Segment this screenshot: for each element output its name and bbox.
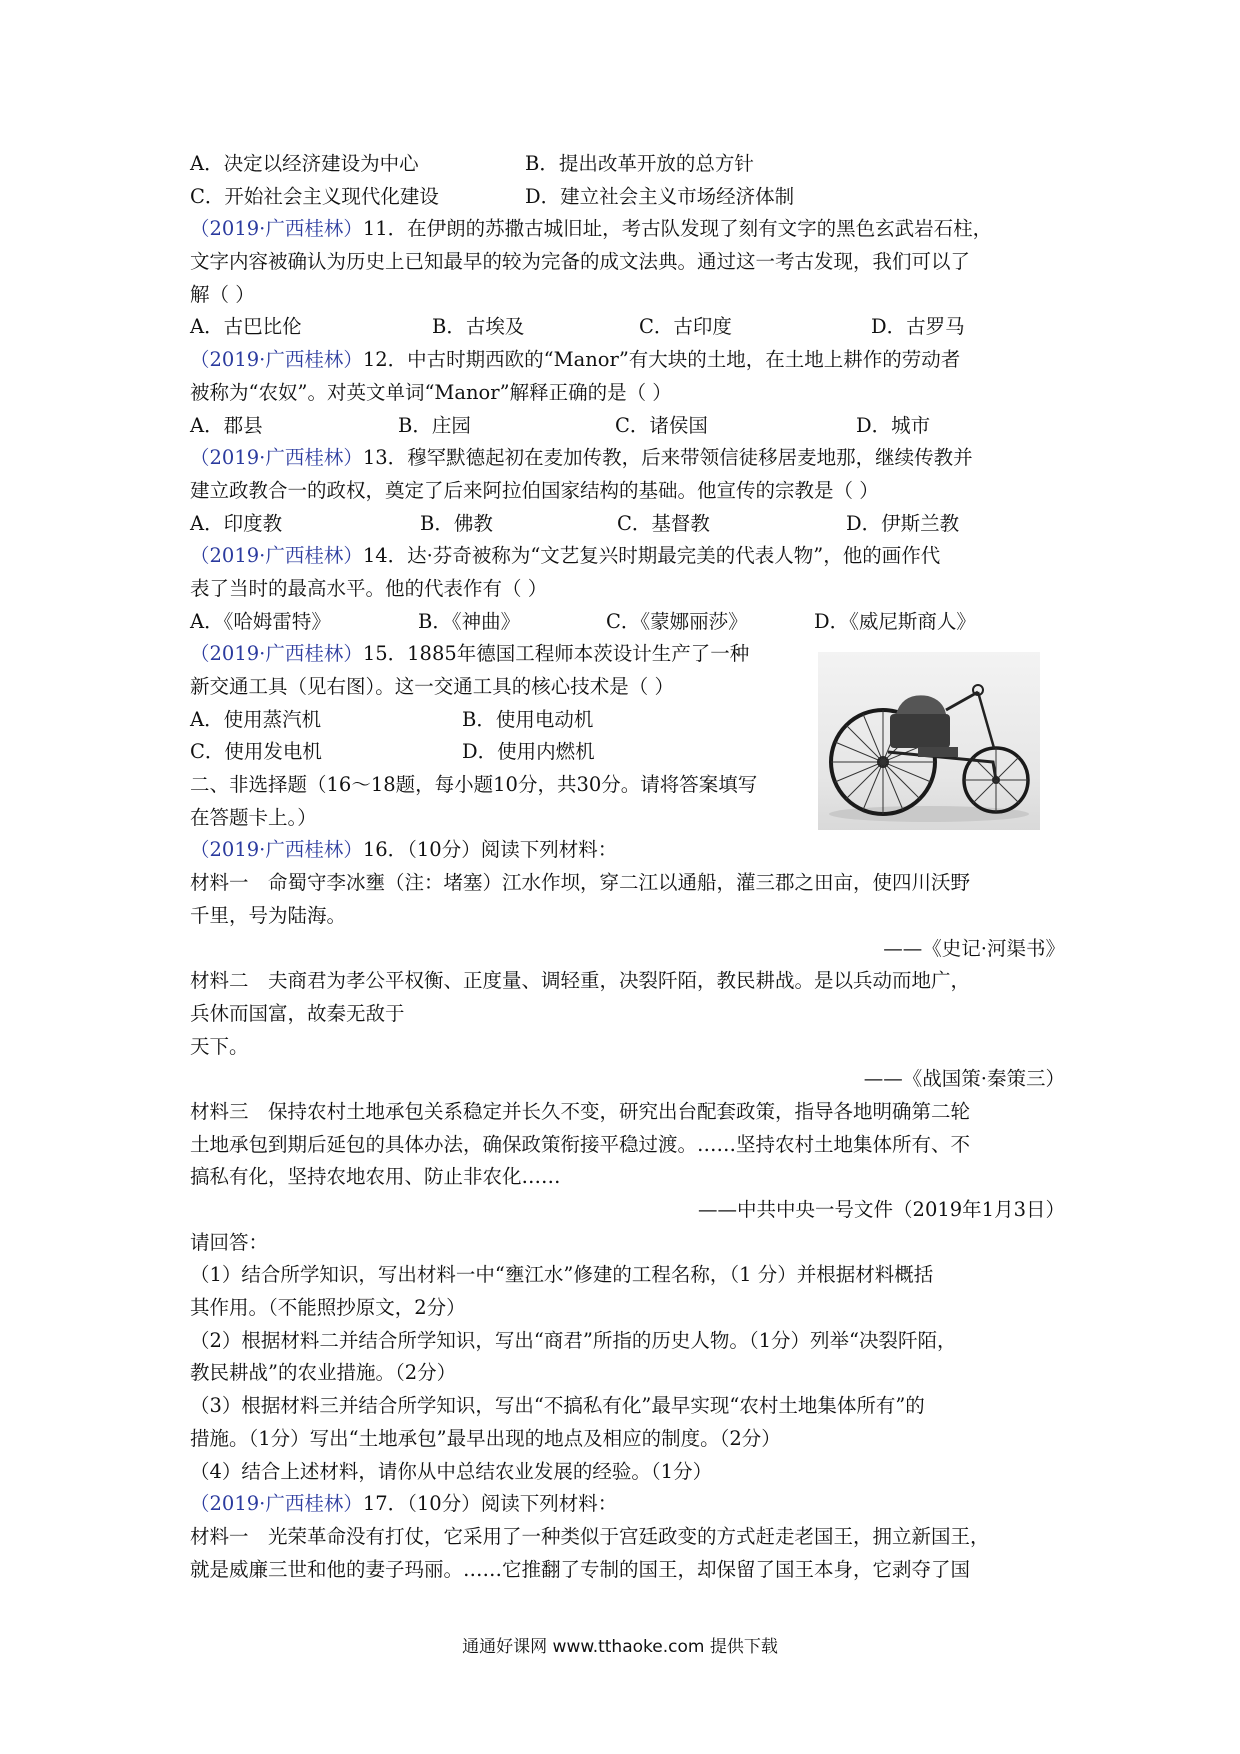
q11-option-b: B．古埃及: [432, 315, 525, 339]
q16-header-text: 16．（10分）阅读下列材料：: [362, 838, 618, 862]
q16-material2-line-1: 材料二 夫商君为孝公平权衡、正度量、调轻重，决裂阡陌，教民耕战。是以兵动而地广，: [190, 969, 971, 993]
q16-material3-line-3: 搞私有化，坚持农地农用、防止非农化……: [190, 1165, 561, 1189]
q16-header: [190, 834, 1065, 867]
q14-source: （2019·广西桂林）: [190, 544, 363, 568]
chassis: [888, 685, 996, 780]
q11-source: （2019·广西桂林）: [190, 217, 363, 241]
q14-text-1: 14．达·芬奇被称为“文艺复兴时期最完美的代表人物”，他的画作代: [362, 544, 941, 568]
benz-motorwagen-image: [818, 652, 1040, 830]
q15-option-b: B．使用电动机: [462, 707, 594, 731]
q14-line-2: 表了当时的最高水平。他的代表作有（ ）: [190, 576, 548, 600]
q16-material2-line-3: 天下。: [190, 1034, 249, 1058]
q16-sub1-line-2: 其作用。（不能照抄原文，2分）: [190, 1296, 466, 1320]
q11-line-3: 解（ ）: [190, 282, 255, 306]
q12-text-1: 12．中古时期西欧的“Manor”有大块的土地，在土地上耕作的劳动者: [362, 348, 961, 372]
q17-source: （2019·广西桂林）: [190, 1492, 363, 1516]
q16-sub1-line-1: （1）结合所学知识，写出材料一中“壅江水”修建的工程名称，（1 分）并根据材料概括: [190, 1263, 934, 1287]
q14-line-1: [190, 540, 1065, 573]
q11-line-1: [190, 213, 1065, 246]
q13-line-2: 建立政教合一的政权，奠定了后来阿拉伯国家结构的基础。他宣传的宗教是（ ）: [190, 478, 879, 502]
q11-option-d: D．古罗马: [871, 315, 965, 339]
q16-source: （2019·广西桂林）: [190, 838, 363, 862]
q10-options-row-2: [190, 181, 1065, 214]
q14-option-b: B．《神曲》: [418, 609, 521, 633]
q16-material3-line-1: 材料三 保持农村土地承包关系稳定并长久不变，研究出台配套政策，指导各地明确第二轮: [190, 1099, 971, 1123]
section2-line-2: 在答题卡上。）: [190, 805, 317, 829]
q13-line-1: [190, 442, 1065, 475]
q12-option-d: D．城市: [856, 413, 931, 437]
q13-source: （2019·广西桂林）: [190, 446, 363, 470]
section2-line-1: 二、非选择题（16～18题，每小题10分，共30分。请将答案填写: [190, 773, 758, 797]
q13-options: [190, 508, 1065, 541]
q16-sub2-line-2: 教民耕战”的农业措施。（2分）: [190, 1361, 457, 1385]
q15-source: （2019·广西桂林）: [190, 642, 363, 666]
q11-text-1: 11．在伊朗的苏撒古城旧址，考古队发现了刻有文字的黑色玄武岩石柱，: [362, 217, 993, 241]
q12-line-1: [190, 344, 1065, 377]
q11-line-2: 文字内容被确认为历史上已知最早的较为完备的成文法典。通过这一考古发现，我们可以了: [190, 250, 971, 274]
q13-option-a: A．印度教: [190, 511, 283, 535]
q16-material1-line-2: 千里，号为陆海。: [190, 903, 347, 927]
q15-text-1: 15．1885年德国工程师本茨设计生产了一种: [362, 642, 750, 666]
q15-option-c: C．使用发电机: [190, 740, 322, 764]
q14-options: [190, 606, 1065, 639]
q16-material2-citation: ——《战国策·秦策三）: [863, 1067, 1065, 1091]
q12-source: （2019·广西桂林）: [190, 348, 363, 372]
q12-option-b: B．庄园: [398, 413, 471, 437]
q10-option-d: D．建立社会主义市场经济体制: [525, 184, 795, 208]
q12-options: [190, 410, 1065, 443]
q16-sub3-line-2: 措施。（1分）写出“土地承包”最早出现的地点及相应的制度。（2分）: [190, 1426, 781, 1450]
q17-header-text: 17．（10分）阅读下列材料：: [362, 1492, 618, 1516]
q11-option-a: A．古巴比伦: [190, 315, 302, 339]
q16-material1-line-1: 材料一 命蜀守李冰壅（注：堵塞）江水作坝，穿二江以通船，灌三郡之田亩，使四川沃野: [190, 871, 971, 895]
q13-option-b: B．佛教: [420, 511, 493, 535]
q16-sub2-line-1: （2）根据材料二并结合所学知识，写出“商君”所指的历史人物。（1分）列举“决裂阡陌，: [190, 1328, 957, 1352]
q14-option-c: C．《蒙娜丽莎》: [606, 609, 748, 633]
q14-option-a: A．《哈姆雷特》: [190, 609, 331, 633]
q15-option-d: D．使用内燃机: [462, 740, 595, 764]
q10-option-b: B．提出改革开放的总方针: [525, 152, 754, 175]
q14-option-d: D．《威尼斯商人》: [814, 609, 976, 633]
q16-material3-line-2: 土地承包到期后延包的具体办法，确保政策衔接平稳过渡。……坚持农村土地集体所有、不: [190, 1132, 971, 1156]
q12-line-2: 被称为“农奴”。对英文单词“Manor”解释正确的是（ ）: [190, 380, 672, 404]
q13-option-d: D．伊斯兰教: [846, 511, 960, 535]
q12-option-a: A．郡县: [190, 413, 263, 437]
q10-option-a: A．决定以经济建设为中心: [190, 152, 419, 175]
q13-option-c: C．基督教: [617, 511, 710, 535]
q17-header: [190, 1488, 1065, 1521]
document-body: [190, 148, 1065, 1586]
q15-option-a: A．使用蒸汽机: [190, 707, 322, 731]
q16-sub4-line-1: （4）结合上述材料，请你从中总结农业发展的经验。（1分）: [190, 1459, 713, 1483]
q11-options: [190, 311, 1065, 344]
q16-material3-citation: ——中共中央一号文件（2019年1月3日）: [698, 1198, 1065, 1221]
q11-option-c: C．古印度: [639, 315, 732, 339]
q17-material1-line-1: 材料一 光荣革命没有打仗，它采用了一种类似于宫廷政变的方式赶走老国王，拥立新国王，: [190, 1524, 990, 1548]
q16-material2-line-2: 兵休而国富，故秦无敌于: [190, 1001, 405, 1025]
page-footer: 通通好课网 www.tthaoke.com 提供下载: [462, 1637, 778, 1657]
q16-sub3-line-1: （3）根据材料三并结合所学知识，写出“不搞私有化”最早实现“农村土地集体所有”的: [190, 1394, 925, 1418]
q17-material1-line-2: 就是威廉三世和他的妻子玛丽。……它推翻了专制的国王，却保留了国王本身，它剥夺了国: [190, 1557, 971, 1581]
benz-motorwagen-drawing: [818, 652, 1040, 830]
q10-option-c: C．开始社会主义现代化建设: [190, 184, 439, 208]
q16-ask: 请回答：: [190, 1230, 269, 1254]
q12-option-c: C．诸侯国: [615, 413, 708, 437]
q16-material1-citation: ——《史记·河渠书》: [883, 936, 1065, 960]
q13-text-1: 13．穆罕默德起初在麦加传教，后来带领信徒移居麦地那，继续传教并: [362, 446, 973, 470]
q10-options-row-1: [190, 148, 1065, 181]
q15-line-2: 新交通工具（见右图）。这一交通工具的核心技术是（ ）: [190, 675, 674, 698]
